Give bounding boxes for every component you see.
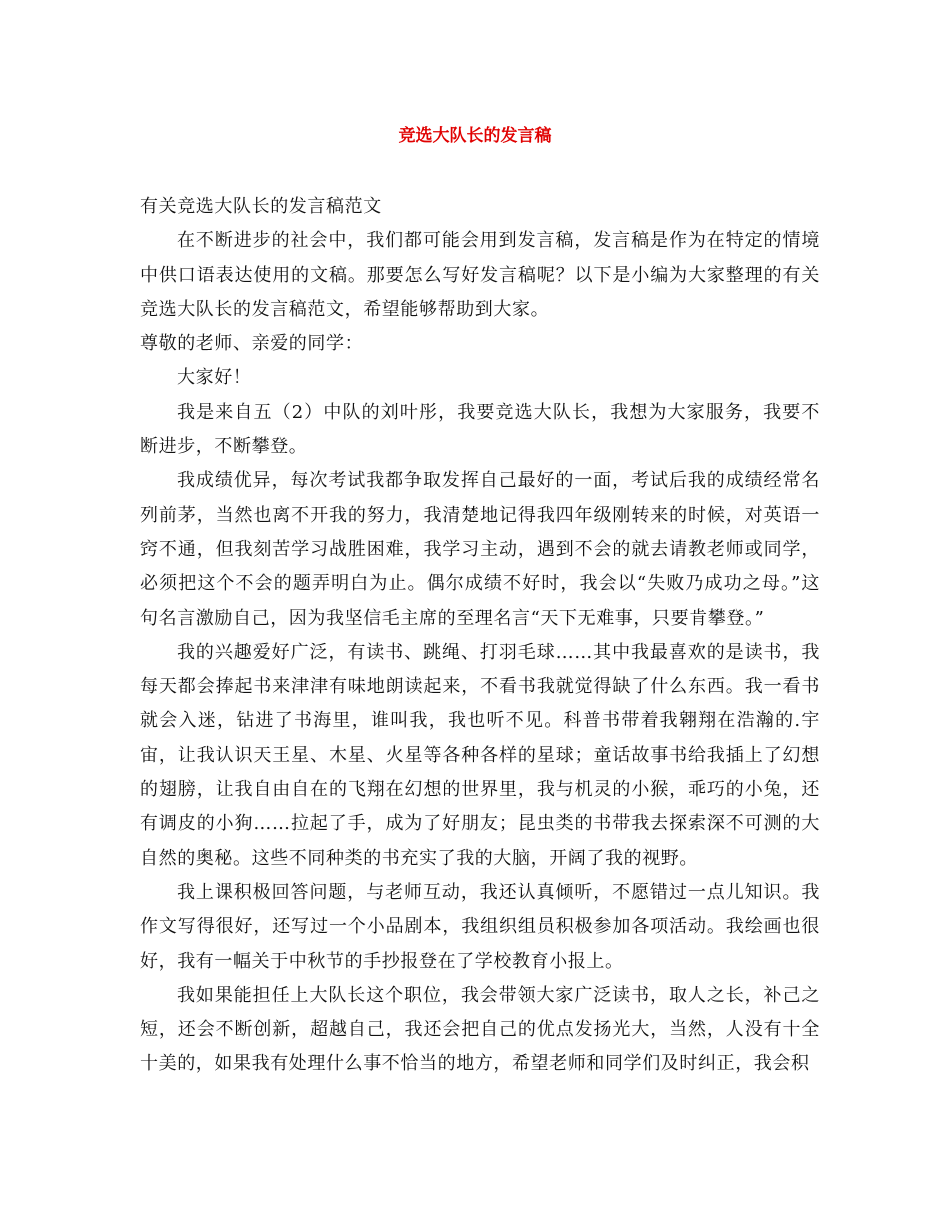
- paragraph-salutation: 尊敬的老师、亲爱的同学：: [140, 333, 364, 355]
- document-body: [140, 190, 820, 1082]
- paragraph-intro: 在不断进步的社会中，我们都可能会用到发言稿，发言稿是作为在特定的情境中供口语表达使用的文稿。那要怎么写好发言稿呢？以下是小编为大家整理的有关竞选大队长的发言稿范文，希望能够帮助到大家。: [140, 230, 820, 320]
- paragraph-grades: 我成绩优异，每次考试我都争取发挥自己最好的一面，考试后我的成绩经常名列前茅，当然也离不开我的努力，我清楚地记得我四年级刚转来的时候，对英语一窍不通，但我刻苦学习战胜困难，我学习主动，遇到不会的就去请教老师或同学，必须把这个不会的题弄明白为止。偶尔成绩不好时，我会以“失败乃成功之母。”这句名言激励自己，因为我坚信毛主席的至理名言“天下无难事，只要肯攀登。”: [140, 470, 820, 629]
- paragraph-self-introduction: 我是来自五（2）中队的刘叶彤，我要竞选大队长，我想为大家服务，我要不断进步，不断攀登。: [140, 401, 820, 458]
- paragraph-greeting: 大家好！: [177, 367, 252, 389]
- paragraph-hobbies: 我的兴趣爱好广泛，有读书、跳绳、打羽毛球……其中我最喜欢的是读书，我每天都会捧起书来津津有味地朗读起来，不看书我就觉得缺了什么东西。我一看书就会入迷，钻进了书海里，谁叫我，我也听不见。科普书带着我翱翔在浩瀚的.宇宙，让我认识天王星、木星、火星等各种各样的星球；童话故事书给我插上了幻想的翅膀，让我自由自在的飞翔在幻想的世界里，我与机灵的小猴，乖巧的小兔，还有调皮的小狗……拉起了手，成为了好朋友；昆虫类的书带我去探索深不可测的大自然的奥秘。这些不同种类的书充实了我的大脑，开阔了我的视野。: [140, 641, 820, 869]
- document-title: 竞选大队长的发言稿: [398, 126, 552, 146]
- paragraph-classroom: 我上课积极回答问题，与老师互动，我还认真倾听，不愿错过一点儿知识。我作文写得很好，还写过一个小品剧本，我组织组员积极参加各项活动。我绘画也很好，我有一幅关于中秋节的手抄报登在了学校教育小报上。: [140, 881, 820, 972]
- paragraph-plans: 我如果能担任上大队长这个职位，我会带领大家广泛读书，取人之长，补己之短，还会不断创新，超越自己，我还会把自己的优点发扬光大，当然，人没有十全十美的，如果我有处理什么事不恰当的地方，希望老师和同学们及时纠正，我会积: [140, 984, 820, 1075]
- paragraph-subtitle: 有关竞选大队长的发言稿范文: [140, 196, 382, 217]
